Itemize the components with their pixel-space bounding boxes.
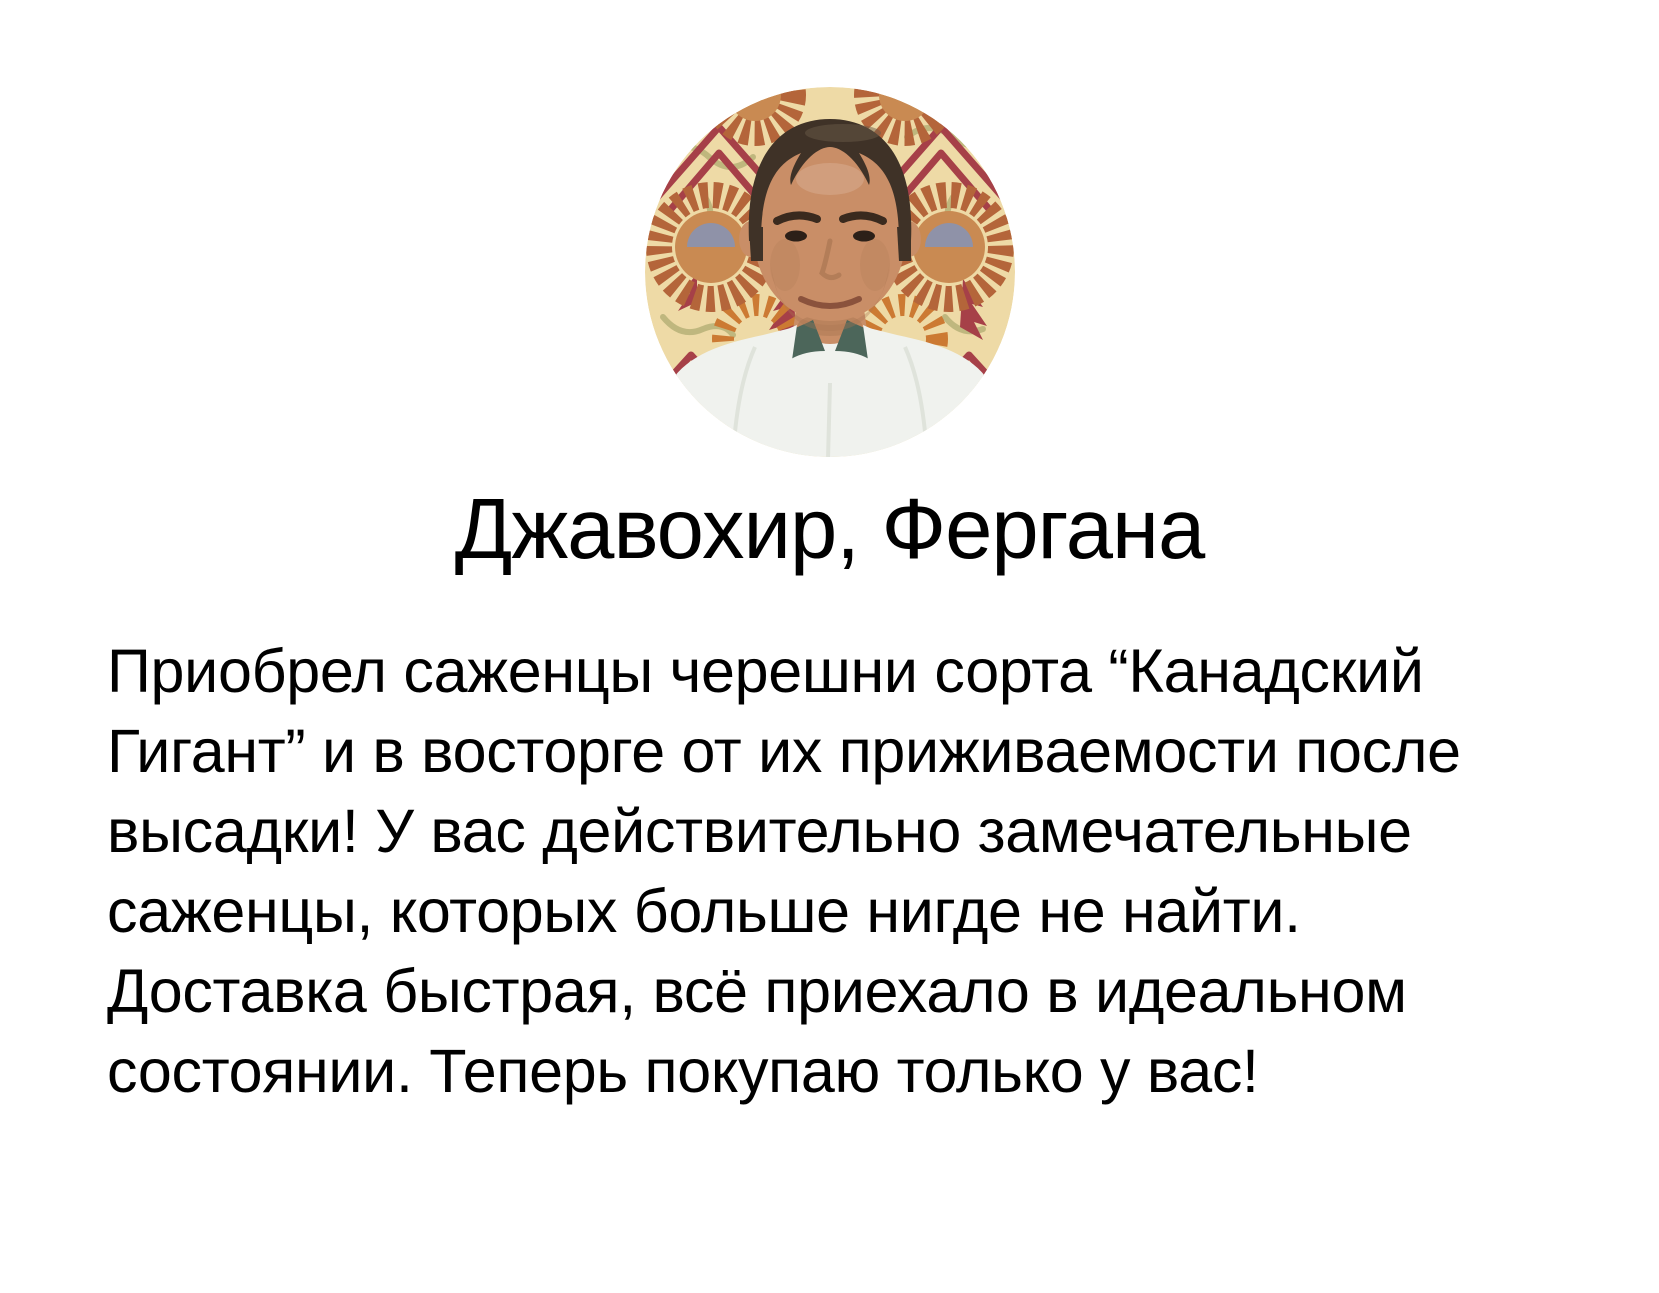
review-line: саженцы, которых больше нигде не найти. <box>107 877 1301 945</box>
review-line: Гигант” и в восторге от их приживаемости после <box>107 717 1461 785</box>
avatar <box>645 87 1015 457</box>
avatar-illustration <box>645 87 1015 457</box>
review-line: состоянии. Теперь покупаю только у вас! <box>107 1037 1259 1105</box>
review-line: высадки! У вас действительно замечательные <box>107 797 1412 865</box>
hair-highlight <box>805 124 881 142</box>
reviewer-name: Джавохир, Фергана <box>454 482 1205 577</box>
review-text <box>107 631 1567 1111</box>
review-line: Доставка быстрая, всё приехало в идеальном <box>107 957 1407 1025</box>
review-line: Приобрел саженцы черешни сорта “Канадский <box>107 637 1424 705</box>
